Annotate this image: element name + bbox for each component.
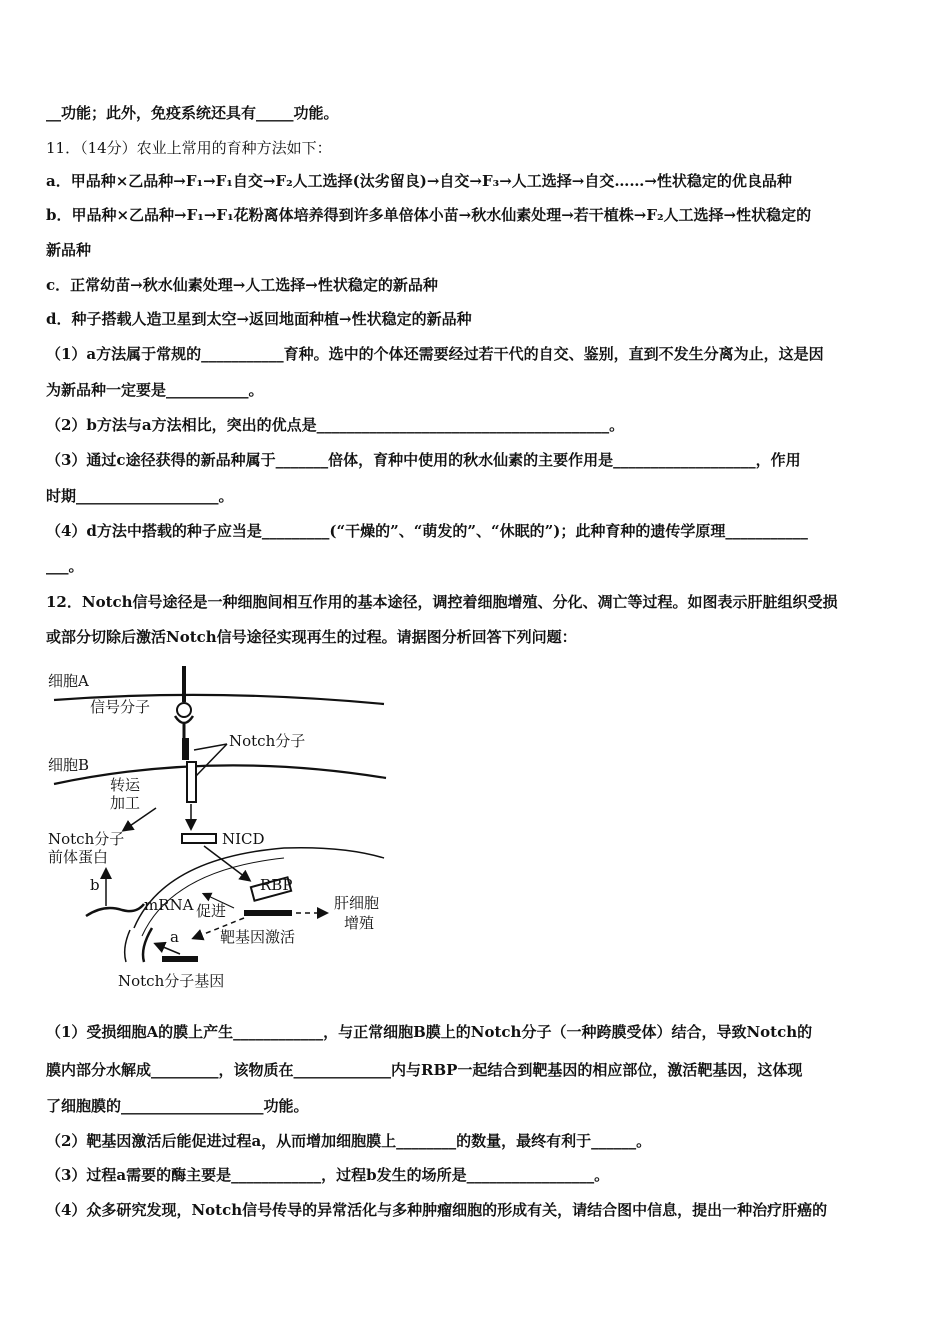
label-liver-cell: 肝细胞 (334, 894, 380, 912)
label-transport: 转运 (110, 776, 141, 794)
text-line: c．正常幼苗→秋水仙素处理→人工选择→性状稳定的新品种 (46, 276, 438, 294)
notch-pathway-diagram (44, 658, 404, 998)
target-gene-dna (244, 910, 292, 916)
text-line: （1）a方法属于常规的___________育种。选中的个体还需要经过若干代的自交、鉴别，直到不发生分离为止，这是因 (46, 345, 824, 363)
text-line: 为新品种一定要是___________。 (46, 381, 264, 399)
question-12-heading: 12．Notch信号途径是一种细胞间相互作用的基本途径，调控着细胞增殖、分化、凋亡等过程。如图表示肝脏组织受损 (46, 593, 838, 611)
label-notch-molecule: Notch分子 (229, 732, 306, 750)
label-target-gene: 靶基因激活 (220, 928, 296, 946)
label-notch-gene: Notch分子基因 (118, 972, 225, 990)
text-line: 或部分切除后激活Notch信号途径实现再生的过程。请据图分析回答下列问题： (46, 628, 577, 646)
notch-gene-curve (143, 928, 152, 962)
label-process: 加工 (110, 794, 141, 812)
label-proliferation: 增殖 (344, 914, 375, 932)
text-line: （3）过程a需要的酶主要是____________，过程b发生的场所是_________________。 (46, 1166, 610, 1184)
text-line: d．种子搭载人造卫星到太空→返回地面种植→性状稳定的新品种 (46, 310, 472, 328)
label-promote: 促进 (196, 902, 227, 920)
text-line: __功能；此外，免疫系统还具有_____功能。 (46, 104, 339, 122)
text-line: 新品种 (46, 241, 92, 259)
signal-molecule-head (177, 703, 191, 717)
label-precursor-2: 前体蛋白 (48, 848, 109, 866)
text-line: 了细胞膜的___________________功能。 (46, 1097, 309, 1115)
notch-molecule-tm (187, 762, 196, 802)
nicd-box (182, 834, 216, 843)
text-line: ___。 (46, 557, 84, 575)
cell-b-membrane (54, 765, 386, 784)
question-11-heading: 11．（14分）农业上常用的育种方法如下： (46, 139, 332, 157)
label-cell-b: 细胞B (48, 756, 90, 774)
text-line: （1）受损细胞A的膜上产生____________，与正常细胞B膜上的Notch分子（一种跨膜受体）结合，导致Notch的 (46, 1023, 813, 1041)
text-line: （2）靶基因激活后能促进过程a，从而增加细胞膜上________的数量，最终有利于______。 (46, 1132, 652, 1150)
notch-pathway-figure (44, 658, 404, 998)
label-cell-a: 细胞A (48, 672, 89, 690)
text-line: a．甲品种×乙品种→F₁→F₁自交→F₂人工选择(汰劣留良)→自交→F₃→人工选择→自交……→性状稳定的优良品种 (46, 172, 792, 190)
notch-gene-dna (162, 956, 198, 962)
text-line: （2）b方法与a方法相比，突出的优点是_______________________________________。 (46, 416, 625, 434)
label-precursor-1: Notch分子 (48, 830, 125, 848)
label-a: a (170, 928, 179, 946)
mrna-strand (86, 904, 144, 916)
text-line: b．甲品种×乙品种→F₁→F₁花粉离体培养得到许多单倍体小苗→秋水仙素处理→若干植株→F₂人工选择→性状稳定的 (46, 206, 812, 224)
notch-pointer (194, 744, 227, 776)
text-line: 膜内部分水解成_________，该物质在_____________内与RBP一起结合到靶基因的相应部位，激活靶基因，这体现 (46, 1061, 803, 1079)
label-mrna: mRNA (144, 896, 194, 914)
label-nicd: NICD (222, 830, 265, 848)
notch-molecule (182, 738, 189, 760)
text-line: 时期___________________。 (46, 487, 234, 505)
label-rbp: RBP (260, 876, 293, 894)
label-signal-molecule: 信号分子 (90, 698, 151, 716)
text-line: （4）众多研究发现，Notch信号传导的异常活化与多种肿瘤细胞的形成有关，请结合图中信息，提出一种治疗肝癌的 (46, 1201, 828, 1219)
text-line: （4）d方法中搭载的种子应当是_________(“干燥的”、“萌发的”、“休眠的”)；此种育种的遗传学原理___________ (46, 522, 808, 540)
text-line: （3）通过c途径获得的新品种属于_______倍体，育种中使用的秋水仙素的主要作用是___________________，作用 (46, 451, 801, 469)
label-b: b (90, 876, 100, 894)
